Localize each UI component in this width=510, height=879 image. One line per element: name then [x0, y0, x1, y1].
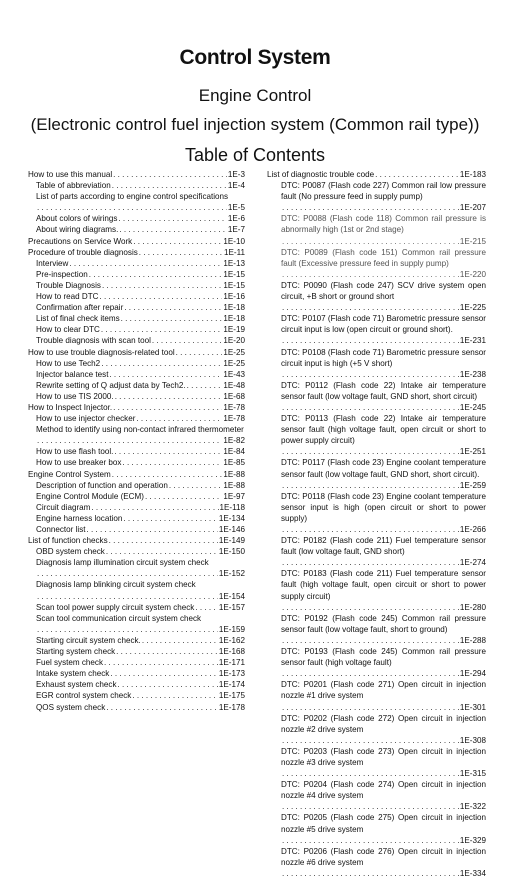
toc-entry-title: Rewrite setting of Q adjust data by Tech2.	[36, 380, 186, 390]
toc-entry-title: How to clear DTC	[36, 325, 100, 335]
toc-entry-page: 1E-78	[223, 402, 245, 412]
toc-entry-title: OBD system check	[36, 547, 105, 557]
dot-leader	[282, 735, 459, 746]
toc-entry[interactable]	[28, 702, 245, 713]
toc-entry-page: 1E-280	[459, 602, 486, 612]
toc-entry-title: DTC: P0118 (Flash code 23) Engine coolant temperature sensor input is high (open circuit or short to power supply)	[281, 491, 486, 523]
toc-entry[interactable]	[28, 579, 245, 601]
dot-leader	[282, 236, 459, 247]
toc-entry-page: 1E-118	[219, 502, 245, 512]
toc-entry-title: How to use trouble diagnosis-related tool	[28, 347, 175, 357]
toc-entry-page: 1E-251	[459, 447, 486, 457]
toc-entry-title: DTC: P0107 (Flash code 71) Barometric pressure sensor circuit input is low (open circuit or ground short).	[281, 314, 486, 335]
dot-leader	[89, 269, 223, 280]
toc-entry[interactable]	[267, 247, 486, 280]
toc-entry-page: 1E-6	[227, 214, 245, 224]
dot-leader	[282, 202, 459, 213]
dot-leader	[118, 213, 226, 224]
dot-leader	[282, 835, 459, 846]
dot-leader	[145, 491, 222, 502]
toc-entry[interactable]	[28, 535, 245, 546]
toc-entry-page: 1E-178	[218, 702, 245, 712]
dot-leader	[139, 247, 223, 258]
dot-leader	[37, 435, 222, 446]
toc-entry-title: Trouble diagnosis with scan tool	[36, 336, 151, 346]
toc-entry-page: 1E-7	[227, 225, 245, 235]
toc-entry-title: List of diagnostic trouble code	[267, 170, 375, 179]
toc-entry[interactable]	[28, 690, 245, 701]
toc-entry[interactable]	[267, 380, 486, 413]
toc-entry[interactable]	[267, 413, 486, 457]
dot-leader	[113, 169, 227, 180]
toc-entry-title: DTC: P0183 (Flash code 211) Fuel temperature sensor fault (high voltage fault, open circuit or short to power supply circuit)	[281, 569, 486, 601]
toc-entry[interactable]	[267, 613, 486, 646]
toc-entry-page: 1E-4	[227, 181, 245, 191]
toc-entry-page: 1E-11	[224, 247, 245, 257]
toc-entry[interactable]	[267, 169, 486, 180]
toc-entry-title: How to use TIS 2000.	[36, 391, 114, 401]
toc-entry-title: DTC: P0088 (Flash code 118) Common rail pressure is abnormally high (1st or 2nd stage)	[281, 214, 486, 235]
dot-leader	[37, 568, 218, 579]
dot-leader	[115, 391, 223, 402]
toc-entry-title: Interview	[36, 258, 69, 268]
toc-entry-page: 1E-168	[218, 647, 245, 657]
toc-entry-page: 1E-329	[459, 835, 486, 845]
toc-entry[interactable]	[28, 236, 245, 247]
toc-entry[interactable]	[28, 224, 245, 235]
toc-entry-page: 1E-84	[223, 447, 245, 457]
toc-entry[interactable]	[28, 613, 245, 635]
toc-entry-page: 1E-301	[459, 702, 486, 712]
toc-entry-page: 1E-134	[218, 513, 245, 523]
toc-entry-page: 1E-48	[223, 380, 245, 390]
toc-entry-title: Scan tool communication circuit system check	[36, 613, 202, 623]
toc-entry[interactable]	[28, 247, 245, 258]
toc-entry[interactable]	[267, 779, 486, 812]
toc-entry-page: 1E-16	[223, 292, 245, 302]
toc-entry[interactable]	[267, 746, 486, 779]
toc-entry[interactable]	[28, 213, 245, 224]
toc-entry[interactable]	[28, 602, 245, 613]
toc-entry[interactable]	[28, 502, 245, 513]
toc-entry-title: Description of function and operation	[36, 480, 168, 490]
toc-entry-page: 1E-15	[223, 269, 245, 279]
dot-leader	[106, 546, 218, 557]
toc-entry-title: How to use injector checker	[36, 414, 136, 424]
toc-entry[interactable]	[28, 291, 245, 302]
toc-entry-page: 1E-175	[218, 691, 245, 701]
dot-leader	[122, 457, 222, 468]
toc-entry-title: DTC: P0206 (Flash code 276) Open circuit in injection nozzle #6 drive system	[281, 846, 486, 867]
toc-entry-page: 1E-5	[227, 203, 245, 213]
toc-entry[interactable]	[28, 413, 245, 424]
dot-leader	[114, 446, 222, 457]
dot-leader	[136, 413, 222, 424]
toc-entry[interactable]	[267, 280, 486, 313]
toc-entry[interactable]	[28, 169, 245, 180]
toc-entry-title: Diagnosis lamp illumination circuit system check	[36, 558, 209, 568]
dot-leader	[37, 202, 227, 213]
toc-entry-page: 1E-25	[223, 358, 245, 368]
toc-entry[interactable]	[28, 524, 245, 535]
toc-entry-title: Intake system check	[36, 669, 110, 679]
toc-entry[interactable]	[267, 679, 486, 712]
toc-entry-page: 1E-238	[459, 369, 486, 379]
dot-leader	[86, 524, 217, 535]
toc-entry-page: 1E-183	[459, 170, 486, 179]
dot-leader	[282, 602, 459, 613]
dot-leader	[282, 635, 459, 646]
dot-leader	[195, 602, 218, 613]
toc-entry-title: EGR control system check	[36, 691, 132, 701]
dot-leader	[119, 224, 227, 235]
dot-leader	[101, 358, 222, 369]
toc-entry-title: How to use this manual	[28, 170, 113, 179]
toc-entry-page: 1E-173	[218, 669, 245, 679]
toc-entry-page: 1E-25	[223, 347, 245, 357]
toc-entry[interactable]	[28, 557, 245, 579]
toc-entry[interactable]	[28, 369, 245, 380]
toc-entry-title: Method to identify using non-contact infrared thermometer	[36, 425, 244, 435]
toc-entry-title: Connector list	[36, 525, 86, 534]
document-subtitle-detail: (Electronic control fuel injection system (Common rail type))	[30, 115, 480, 134]
toc-entry[interactable]	[267, 213, 486, 246]
toc-entry[interactable]	[28, 258, 245, 269]
dot-leader	[282, 269, 459, 280]
toc-entry-page: 1E-174	[218, 680, 245, 690]
toc-entry-title: DTC: P0205 (Flash code 275) Open circuit in injection nozzle #5 drive system	[281, 813, 486, 834]
toc-entry-page: 1E-19	[223, 325, 245, 335]
toc-entry-title: DTC: P0112 (Flash code 22) Intake air temperature sensor fault (low voltage fault, GND short, short circuit)	[281, 380, 486, 401]
toc-entry-title: About colors of wirings	[36, 214, 118, 224]
toc-entry-title: DTC: P0108 (Flash code 71) Barometric pressure sensor circuit input is high (+5 V short)	[281, 347, 486, 368]
toc-entry-page: 1E-274	[459, 558, 486, 568]
toc-entry-title: Engine harness location	[36, 513, 123, 523]
dot-leader	[124, 302, 222, 313]
toc-entry-page: 1E-245	[459, 402, 486, 412]
toc-entry-page: 1E-154	[218, 591, 245, 601]
toc-entry-page: 1E-10	[223, 236, 245, 246]
toc-heading: Table of Contents	[184, 145, 326, 165]
toc-entry-title: DTC: P0087 (Flash code 227) Common rail low pressure fault (No pressure feed in supply pump)	[281, 181, 486, 202]
toc-entry-page: 1E-13	[223, 258, 245, 268]
dot-leader	[101, 324, 223, 335]
toc-entry[interactable]	[28, 269, 245, 280]
dot-leader	[282, 557, 459, 568]
toc-entry-title: List of function checks	[28, 536, 108, 546]
dot-leader	[282, 868, 459, 879]
dot-leader	[282, 702, 459, 713]
dot-leader	[282, 446, 459, 457]
toc-entry-page: 1E-315	[459, 769, 486, 779]
toc-entry-title: About wiring diagrams.	[36, 225, 119, 235]
toc-entry[interactable]	[28, 491, 245, 502]
toc-entry[interactable]	[28, 635, 245, 646]
dot-leader	[282, 668, 459, 679]
toc-entry[interactable]	[267, 568, 486, 612]
dot-leader	[282, 335, 459, 346]
toc-entry-title: How to read DTC	[36, 292, 99, 302]
toc-entry-title: Starting system check	[36, 647, 116, 657]
dot-leader	[109, 535, 218, 546]
toc-entry[interactable]	[28, 513, 245, 524]
toc-entry[interactable]	[28, 679, 245, 690]
toc-entry[interactable]	[28, 402, 245, 413]
toc-entry[interactable]	[267, 846, 486, 879]
toc-entry[interactable]	[28, 191, 245, 213]
toc-entry-title: Table of abbreviation	[36, 181, 111, 191]
dot-leader	[91, 502, 218, 513]
toc-entry-title: DTC: P0192 (Flash code 245) Common rail pressure sensor fault (low voltage fault, short to ground)	[281, 613, 486, 634]
toc-entry-page: 1E-215	[459, 236, 486, 246]
toc-entry-page: 1E-146	[218, 525, 245, 534]
dot-leader	[37, 591, 218, 602]
toc-entry-title: Fuel system check	[36, 658, 104, 668]
toc-entry-page: 1E-259	[459, 480, 486, 490]
toc-entry-title: DTC: P0182 (Flash code 211) Fuel temperature sensor fault (low voltage fault, GND short)	[281, 536, 486, 557]
toc-entry-page: 1E-15	[223, 280, 245, 290]
toc-entry[interactable]	[28, 668, 245, 679]
toc-entry[interactable]	[28, 280, 245, 291]
toc-entry-page: 1E-294	[459, 669, 486, 679]
toc-entry[interactable]	[28, 358, 245, 369]
toc-entry-title: Circuit diagram	[36, 502, 91, 512]
dot-leader	[282, 768, 459, 779]
dot-leader	[282, 302, 459, 313]
dot-leader	[100, 291, 223, 302]
toc-entry-title: Starting circuit system check.	[36, 635, 141, 645]
toc-entry-page: 1E-159	[218, 624, 245, 634]
toc-entry-page: 1E-231	[459, 336, 486, 346]
dot-leader	[282, 524, 459, 535]
toc-entry-title: DTC: P0117 (Flash code 23) Engine coolant temperature sensor fault (low voltage fault, GND short, short circuit).	[281, 458, 486, 479]
toc-entry-title: How to use flash tool.	[36, 447, 114, 457]
dot-leader	[112, 469, 223, 480]
toc-entry-title: Injector balance test	[36, 369, 109, 379]
toc-entry-title: How to use Tech2	[36, 358, 101, 368]
toc-entry-page: 1E-266	[459, 525, 486, 534]
toc-entry[interactable]	[267, 457, 486, 490]
toc-entry-page: 1E-152	[218, 569, 245, 579]
dot-leader	[282, 402, 459, 413]
toc-entry[interactable]	[267, 812, 486, 845]
toc-entry-page: 1E-78	[223, 414, 245, 424]
toc-entry-page: 1E-220	[459, 269, 486, 279]
dot-leader	[69, 258, 222, 269]
toc-entry[interactable]	[267, 180, 486, 213]
toc-entry[interactable]	[28, 391, 245, 402]
toc-entry[interactable]	[267, 491, 486, 535]
toc-entry-title: Diagnosis lamp blinking circuit system check	[36, 580, 196, 590]
toc-entry-page: 1E-43	[223, 369, 245, 379]
toc-entry-page: 1E-85	[223, 458, 245, 468]
toc-entry-title: Pre-inspection	[36, 269, 88, 279]
dot-leader	[102, 280, 222, 291]
toc-left-column	[28, 169, 245, 713]
dot-leader	[109, 369, 222, 380]
toc-entry-title: Exhaust system check	[36, 680, 117, 690]
toc-entry-title: DTC: P0090 (Flash code 247) SCV drive system open circuit, +B short or ground short	[281, 280, 486, 302]
toc-entry-page: 1E-288	[459, 635, 486, 645]
toc-entry[interactable]	[267, 347, 486, 380]
toc-entry-title: QOS system check	[36, 702, 106, 712]
toc-entry-title: DTC: P0089 (Flash code 151) Common rail pressure fault (Excessive pressure feed in supply pump)	[281, 247, 486, 268]
toc-entry-page: 1E-88	[223, 480, 245, 490]
dot-leader	[169, 480, 223, 491]
dot-leader	[112, 180, 227, 191]
dot-leader	[121, 313, 223, 324]
toc-entry-title: Engine Control Module (ECM)	[36, 491, 144, 501]
dot-leader	[282, 801, 459, 812]
toc-entry[interactable]	[28, 380, 245, 391]
dot-leader	[110, 668, 218, 679]
toc-entry-title: DTC: P0203 (Flash code 273) Open circuit in injection nozzle #3 drive system	[281, 746, 486, 767]
toc-entry[interactable]	[267, 646, 486, 679]
toc-entry-title: How to Inspect Injector.	[28, 402, 113, 412]
dot-leader	[375, 169, 459, 180]
dot-leader	[37, 624, 218, 635]
dot-leader	[142, 635, 218, 646]
toc-entry[interactable]	[267, 713, 486, 746]
toc-entry-page: 1E-3	[227, 170, 245, 179]
toc-entry-title: DTC: P0201 (Flash code 271) Open circuit in injection nozzle #1 drive system	[281, 680, 486, 701]
dot-leader	[104, 657, 218, 668]
toc-entry-title: Precautions on Service Work	[28, 236, 133, 246]
toc-entry[interactable]	[28, 646, 245, 657]
toc-entry[interactable]	[28, 335, 245, 346]
toc-right-column	[267, 169, 486, 879]
dot-leader	[282, 369, 459, 380]
toc-entry-page: 1E-308	[459, 735, 486, 745]
toc-entry[interactable]	[28, 180, 245, 191]
toc-entry-page: 1E-162	[218, 635, 245, 645]
toc-entry-page: 1E-97	[223, 491, 245, 501]
toc-entry-title: Trouble Diagnosis	[36, 280, 101, 290]
toc-entry-title: Scan tool power supply circuit system check	[36, 602, 195, 612]
toc-entry-title: Confirmation after repair	[36, 303, 124, 313]
toc-entry-page: 1E-18	[223, 314, 245, 324]
toc-entry[interactable]	[28, 446, 245, 457]
toc-entry-page: 1E-322	[459, 802, 486, 812]
toc-entry-page: 1E-68	[223, 391, 245, 401]
dot-leader	[133, 236, 222, 247]
toc-entry[interactable]	[267, 313, 486, 346]
toc-entry[interactable]	[28, 347, 245, 358]
toc-entry-title: List of final check items	[36, 314, 120, 324]
toc-entry[interactable]	[28, 313, 245, 324]
dot-leader	[187, 380, 223, 391]
toc-entry-page: 1E-207	[459, 203, 486, 213]
toc-entry-page: 1E-150	[218, 547, 245, 557]
dot-leader	[176, 347, 223, 358]
toc-entry[interactable]	[28, 469, 245, 480]
toc-entry-page: 1E-82	[223, 436, 245, 446]
toc-entry[interactable]	[28, 457, 245, 468]
toc-entry-title: DTC: P0204 (Flash code 274) Open circuit in injection nozzle #4 drive system	[281, 780, 486, 801]
toc-entry-title: Engine Control System	[28, 469, 111, 479]
dot-leader	[282, 480, 459, 491]
toc-entry[interactable]	[267, 535, 486, 568]
dot-leader	[106, 702, 218, 713]
document-subtitle: Engine Control	[198, 86, 312, 105]
toc-entry-title: Procedure of trouble diagnosis	[28, 247, 138, 257]
toc-entry-title: How to use breaker box	[36, 458, 122, 468]
toc-entry-page: 1E-334	[459, 868, 486, 878]
toc-entry-page: 1E-149	[218, 536, 245, 546]
toc-entry-page: 1E-157	[218, 602, 245, 612]
toc-entry-title: DTC: P0193 (Flash code 245) Common rail pressure sensor fault (high voltage fault)	[281, 647, 486, 668]
dot-leader	[116, 646, 218, 657]
toc-entry[interactable]	[28, 302, 245, 313]
toc-entry-page: 1E-20	[223, 336, 245, 346]
toc-entry[interactable]	[28, 480, 245, 491]
dot-leader	[118, 679, 218, 690]
toc-entry-page: 1E-18	[223, 303, 245, 313]
toc-entry-title: List of parts according to engine control specifications	[36, 192, 229, 202]
dot-leader	[123, 513, 217, 524]
toc-entry-page: 1E-88	[223, 469, 245, 479]
toc-entry-title: DTC: P0202 (Flash code 272) Open circuit in injection nozzle #2 drive system	[281, 713, 486, 734]
dot-leader	[152, 335, 223, 346]
toc-entry-page: 1E-225	[459, 303, 486, 313]
toc-entry[interactable]	[28, 546, 245, 557]
toc-entry[interactable]	[28, 424, 245, 446]
toc-entry-title: DTC: P0113 (Flash code 22) Intake air temperature sensor fault (high voltage fault, open circuit or short to power supply circuit)	[281, 414, 486, 446]
toc-entry[interactable]	[28, 657, 245, 668]
toc-entry[interactable]	[28, 324, 245, 335]
toc-entry-page: 1E-171	[218, 658, 245, 668]
dot-leader	[132, 690, 218, 701]
dot-leader	[113, 402, 222, 413]
document-title: Control System	[179, 46, 331, 69]
